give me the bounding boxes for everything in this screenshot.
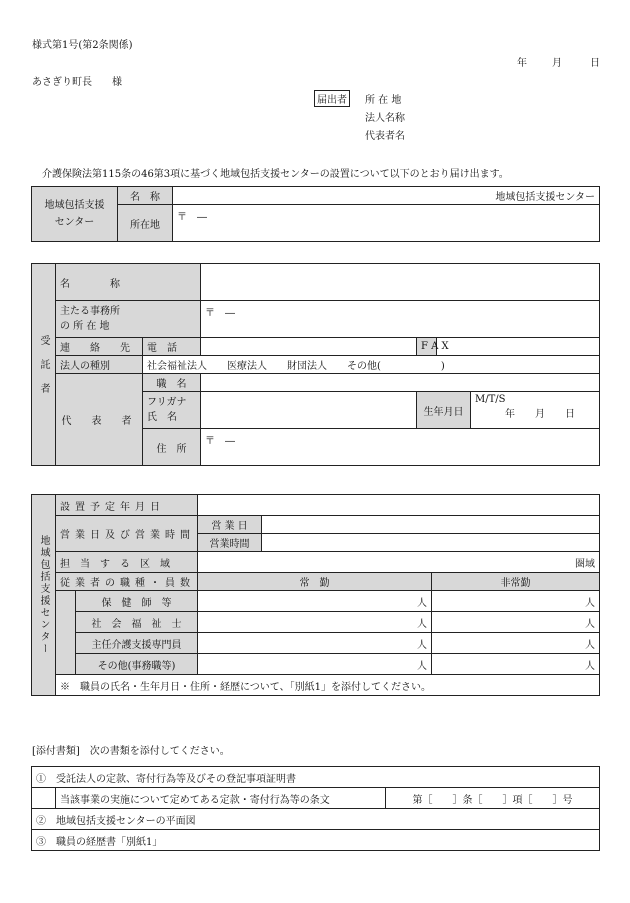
staff-row-label: 社 会 福 祉 士 (76, 612, 198, 633)
business-days-value[interactable] (262, 516, 600, 534)
birth-value[interactable]: M/T/S 年 月 日 (471, 392, 600, 429)
contractor-table (31, 263, 600, 466)
fulltime-count[interactable]: 人 (198, 612, 432, 633)
addressee: あさぎり町長 様 (32, 77, 122, 88)
parttime-count[interactable]: 人 (432, 612, 600, 633)
contractor-office-label: 主たる事務所 の 所 在 地 (56, 301, 201, 338)
attachment-item-1-ref[interactable]: 第［ ］条［ ］項［ ］号 (386, 788, 600, 809)
staff-note: ※ 職員の氏名・生年月日・住所・経歴について、「別紙1」を添付してください。 (56, 675, 600, 696)
business-label: 営業日及び営業時間 (56, 516, 198, 552)
attachment-item-2: ② 地域包括支援センターの平面図 (32, 809, 600, 830)
address-label: 住 所 (143, 429, 201, 466)
center-info-table (31, 186, 600, 242)
center-staff-table (31, 494, 600, 696)
intro-text: 介護保険法第115条の46第3項に基づく地域包括支援センターの設置について以下のとおり届け出ます。 (42, 169, 509, 180)
fax-label: F A X (417, 338, 437, 356)
center-address-label: 所在地 (118, 205, 173, 242)
post-value[interactable] (201, 374, 600, 392)
fulltime-header: 常 勤 (198, 573, 432, 591)
fulltime-count[interactable]: 人 (198, 591, 432, 612)
applicant-address-label: 所 在 地 (365, 95, 402, 106)
name-value[interactable] (201, 392, 417, 429)
parttime-count[interactable]: 人 (432, 591, 600, 612)
post-label: 職 名 (143, 374, 201, 392)
area-value[interactable]: 圏域 (198, 552, 600, 573)
applicant-corp-label: 法人名称 (365, 113, 405, 124)
corp-type-options[interactable]: 社会福祉法人 医療法人 財団法人 その他( ) (143, 356, 600, 374)
planned-date-value[interactable] (198, 495, 600, 516)
contact-label: 連 絡 先 (56, 338, 143, 356)
date-month-label: 月 (552, 58, 562, 69)
applicant-rep-label: 代表者名 (365, 131, 405, 142)
contractor-side-label: 受 託 者 (32, 264, 56, 466)
date-year-label: 年 (517, 58, 527, 69)
center-name-label: 名 称 (118, 187, 173, 205)
contractor-office-value[interactable]: 〒 ― (201, 301, 600, 338)
center-address-value[interactable]: 〒 ― (173, 205, 600, 242)
contractor-name-value[interactable] (201, 264, 600, 301)
fulltime-count[interactable]: 人 (198, 654, 432, 675)
area-label: 担当する区域 (56, 552, 198, 573)
contractor-name-label: 名 称 (56, 264, 201, 301)
attachment-item-1-sub: 当該事業の実施について定めてある定款・寄付行為等の条文 (56, 788, 386, 809)
staff-row-label: 主任介護支援専門員 (76, 633, 198, 654)
tel-label: 電 話 (143, 338, 201, 356)
business-days-label: 営 業 日 (198, 516, 262, 534)
business-hours-value[interactable] (262, 534, 600, 552)
attachment-item-1: ① 受託法人の定款、寄付行為等及びその登記事項証明書 (32, 767, 600, 788)
corp-type-label: 法人の種別 (56, 356, 143, 374)
center-name-value[interactable]: 地域包括支援センター (173, 187, 600, 205)
center-head: 地域包括支援センター (32, 187, 118, 242)
staff-row-label: その他(事務職等) (76, 654, 198, 675)
applicant-box: 届出者 (314, 90, 350, 107)
tel-value[interactable] (201, 338, 417, 356)
address-value[interactable]: 〒 ― (201, 429, 600, 466)
representative-label: 代 表 者 (56, 374, 143, 466)
planned-date-label: 設置予定年月日 (56, 495, 198, 516)
fax-value[interactable] (437, 338, 600, 356)
parttime-count[interactable]: 人 (432, 654, 600, 675)
parttime-header: 非常勤 (432, 573, 600, 591)
fulltime-count[interactable]: 人 (198, 633, 432, 654)
form-number: 様式第1号(第2条関係) (32, 40, 133, 51)
center-side-label: 地域包括支援センター (32, 495, 56, 696)
staff-indent (56, 591, 76, 675)
date-day-label: 日 (590, 58, 600, 69)
attachments-table (31, 766, 600, 851)
parttime-count[interactable]: 人 (432, 633, 600, 654)
birth-label: 生年月日 (417, 392, 471, 429)
attachment-item-3: ③ 職員の経歴書「別紙1」 (32, 830, 600, 851)
staff-row-label: 保 健 師 等 (76, 591, 198, 612)
staff-label: 従業者の職種・員数 (56, 573, 198, 591)
attachments-title: [添付書類] 次の書類を添付してください。 (32, 746, 230, 757)
name-label: フリガナ 氏 名 (143, 392, 201, 429)
business-hours-label: 営業時間 (198, 534, 262, 552)
